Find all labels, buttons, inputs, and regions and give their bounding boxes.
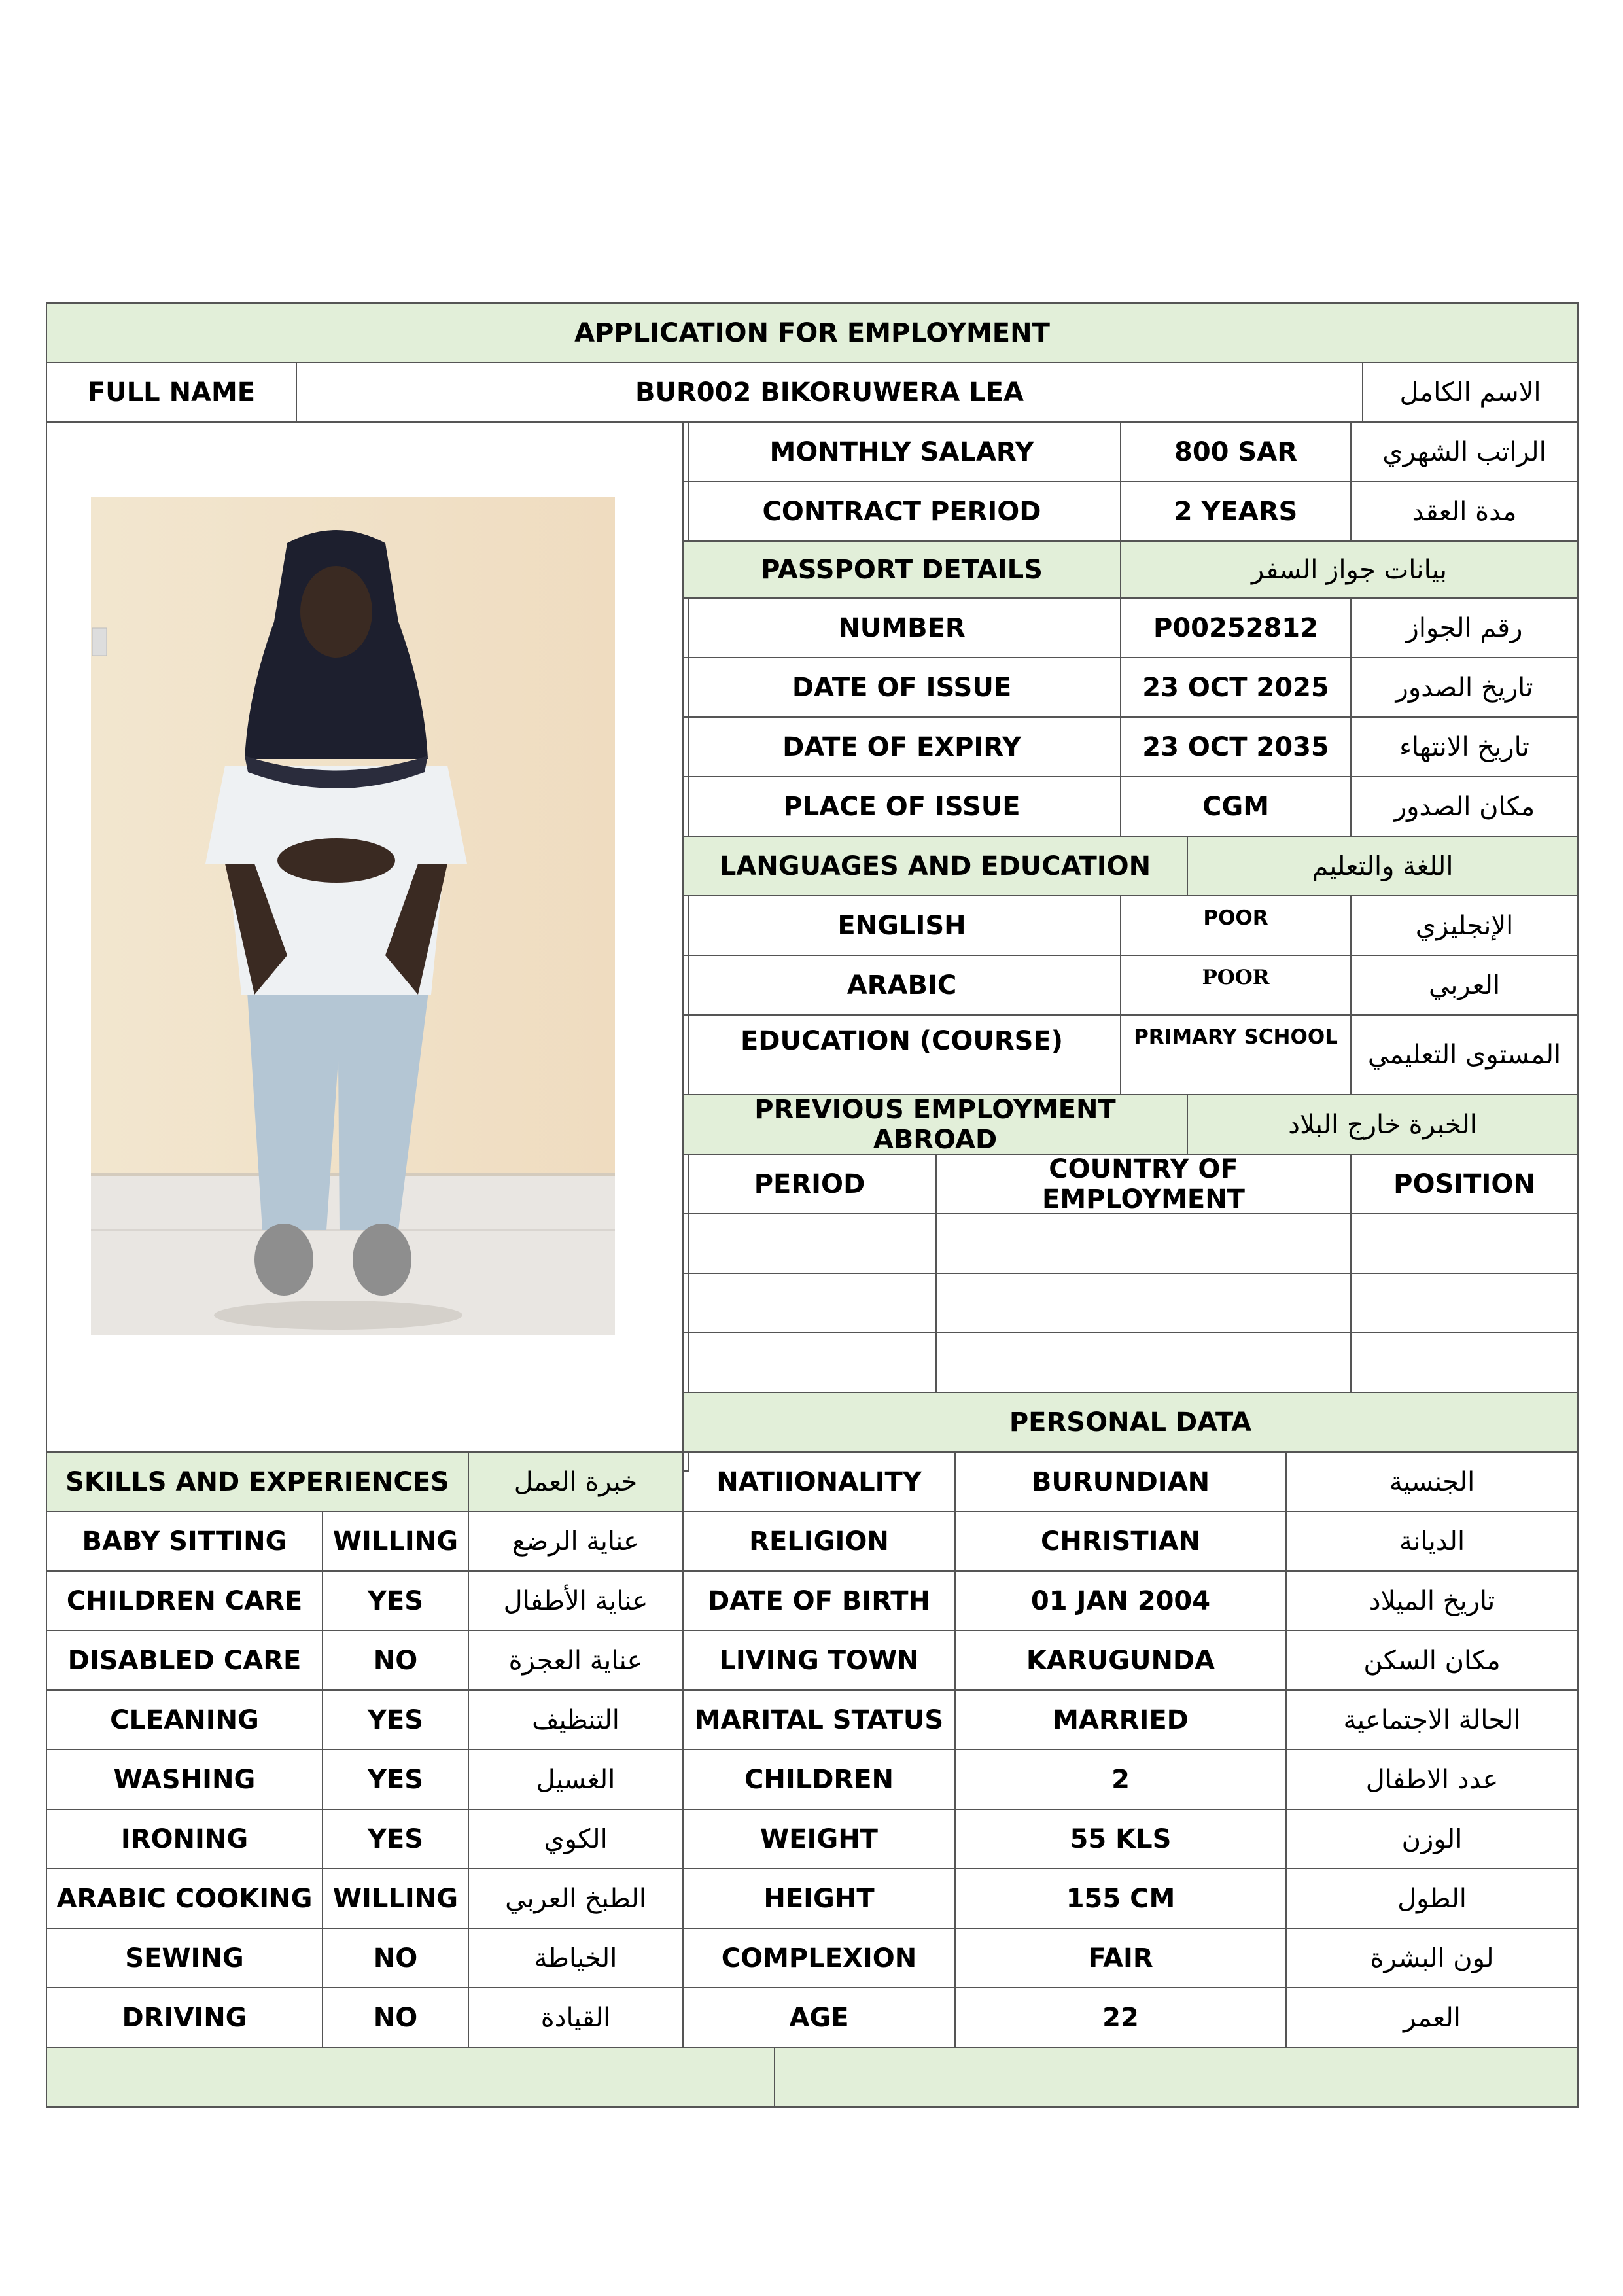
employment-cell [682,1332,937,1393]
personal-data-heading: PERSONAL DATA [682,1392,1579,1453]
skill-value: YES [322,1570,469,1631]
living-town-label: LIVING TOWN [682,1630,956,1691]
contract-period-label: CONTRACT PERIOD [682,481,1121,542]
children-value: 2 [954,1749,1287,1810]
english-level: POOR [1120,895,1352,956]
skill-label-ar: الخياطة [468,1928,684,1988]
date-of-expiry-label: DATE OF EXPIRY [682,716,1121,777]
skills-heading-ar: خبرة العمل [468,1451,684,1512]
nationality-label: NATIIONALITY [682,1451,956,1512]
skill-value: NO [322,1928,469,1988]
skill-label-ar: القيادة [468,1987,684,2048]
education-label: EDUCATION (COURSE) [682,1014,1121,1095]
age-label-ar: العمر [1285,1987,1579,2048]
skill-label: ARABIC COOKING [46,1868,323,1929]
children-label: CHILDREN [682,1749,956,1810]
date-of-expiry-label-ar: تاريخ الانتهاء [1350,716,1579,777]
footer-cell-right [774,2047,1579,2108]
nationality-label-ar: الجنسية [1285,1451,1579,1512]
skill-label-ar: عناية العجزة [468,1630,684,1691]
passport-heading-ar: بيانات جواز السفر [1120,540,1579,599]
arabic-label: ARABIC [682,955,1121,1016]
date-of-birth-label: DATE OF BIRTH [682,1570,956,1631]
full-name-value: BUR002 BIKORUWERA LEA [296,362,1363,423]
arabic-level: POOR [1120,955,1352,1016]
age-value: 22 [954,1987,1287,2048]
religion-label-ar: الديانة [1285,1511,1579,1572]
skills-heading: SKILLS AND EXPERIENCES [46,1451,469,1512]
skill-value: YES [322,1749,469,1810]
height-label: HEIGHT [682,1868,956,1929]
skill-value: WILLING [322,1511,469,1572]
complexion-label-ar: لون البشرة [1285,1928,1579,1988]
english-label-ar: الإنجليزي [1350,895,1579,956]
height-label-ar: الطول [1285,1868,1579,1929]
form-title: APPLICATION FOR EMPLOYMENT [46,302,1579,363]
marital-status-label-ar: الحالة الاجتماعية [1285,1689,1579,1750]
weight-label: WEIGHT [682,1809,956,1869]
previous-employment-heading-ar: الخبرة خارج البلاد [1187,1094,1579,1155]
skill-value: WILLING [322,1868,469,1929]
skill-value: NO [322,1987,469,2048]
date-of-expiry-value: 23 OCT 2035 [1120,716,1352,777]
skill-label-ar: عناية الأطفال [468,1570,684,1631]
skill-label: CLEANING [46,1689,323,1750]
weight-value: 55 KLS [954,1809,1287,1869]
religion-value: CHRISTIAN [954,1511,1287,1572]
children-label-ar: عدد الاطفال [1285,1749,1579,1810]
contract-period-label-ar: مدة العقد [1350,481,1579,542]
passport-heading: PASSPORT DETAILS [682,540,1121,599]
skill-label: DISABLED CARE [46,1630,323,1691]
skill-value: YES [322,1809,469,1869]
place-of-issue-label: PLACE OF ISSUE [682,776,1121,837]
date-of-issue-label: DATE OF ISSUE [682,657,1121,718]
passport-number-label-ar: رقم الجواز [1350,597,1579,658]
previous-employment-heading: PREVIOUS EMPLOYMENT ABROAD [682,1094,1188,1155]
complexion-label: COMPLEXION [682,1928,956,1988]
skill-label-ar: الكوي [468,1809,684,1869]
employment-cell [935,1273,1352,1333]
skill-value: NO [322,1630,469,1691]
skill-label-ar: التنظيف [468,1689,684,1750]
languages-heading-ar: اللغة والتعليم [1187,836,1579,896]
living-town-label-ar: مكان السكن [1285,1630,1579,1691]
monthly-salary-label: MONTHLY SALARY [682,421,1121,482]
marital-status-value: MARRIED [954,1689,1287,1750]
age-label: AGE [682,1987,956,2048]
skill-label-ar: عناية الرضع [468,1511,684,1572]
english-label: ENGLISH [682,895,1121,956]
weight-label-ar: الوزن [1285,1809,1579,1869]
skill-label-ar: الطبخ العربي [468,1868,684,1929]
period-column-header: PERIOD [682,1154,937,1214]
marital-status-label: MARITAL STATUS [682,1689,956,1750]
footer-cell-left [46,2047,775,2108]
employment-cell [935,1332,1352,1393]
education-label-ar: المستوى التعليمي [1350,1014,1579,1095]
date-of-issue-label-ar: تاريخ الصدور [1350,657,1579,718]
living-town-value: KARUGUNDA [954,1630,1287,1691]
skill-label: DRIVING [46,1987,323,2048]
complexion-value: FAIR [954,1928,1287,1988]
passport-number-label: NUMBER [682,597,1121,658]
skill-label: IRONING [46,1809,323,1869]
employment-cell [682,1213,937,1274]
country-column-header: COUNTRY OF EMPLOYMENT [935,1154,1352,1214]
monthly-salary-value: 800 SAR [1120,421,1352,482]
skill-label: WASHING [46,1749,323,1810]
nationality-value: BURUNDIAN [954,1451,1287,1512]
date-of-issue-value: 23 OCT 2025 [1120,657,1352,718]
contract-period-value: 2 YEARS [1120,481,1352,542]
place-of-issue-value: CGM [1120,776,1352,837]
skill-label-ar: الغسيل [468,1749,684,1810]
skill-label: SEWING [46,1928,323,1988]
arabic-label-ar: العربي [1350,955,1579,1016]
position-column-header: POSITION [1350,1154,1579,1214]
full-name-label: FULL NAME [46,362,297,423]
full-name-label-ar: الاسم الكامل [1362,362,1579,423]
employment-cell [935,1213,1352,1274]
religion-label: RELIGION [682,1511,956,1572]
skill-value: YES [322,1689,469,1750]
employment-cell [1350,1273,1579,1333]
languages-heading: LANGUAGES AND EDUCATION [682,836,1188,896]
passport-number-value: P00252812 [1120,597,1352,658]
height-value: 155 CM [954,1868,1287,1929]
employment-cell [1350,1332,1579,1393]
date-of-birth-value: 01 JAN 2004 [954,1570,1287,1631]
applicant-photo [91,497,615,1335]
education-value: PRIMARY SCHOOL [1120,1014,1352,1095]
monthly-salary-label-ar: الراتب الشهري [1350,421,1579,482]
employment-cell [1350,1213,1579,1274]
skill-label: CHILDREN CARE [46,1570,323,1631]
skill-label: BABY SITTING [46,1511,323,1572]
employment-cell [682,1273,937,1333]
date-of-birth-label-ar: تاريخ الميلاد [1285,1570,1579,1631]
place-of-issue-label-ar: مكان الصدور [1350,776,1579,837]
